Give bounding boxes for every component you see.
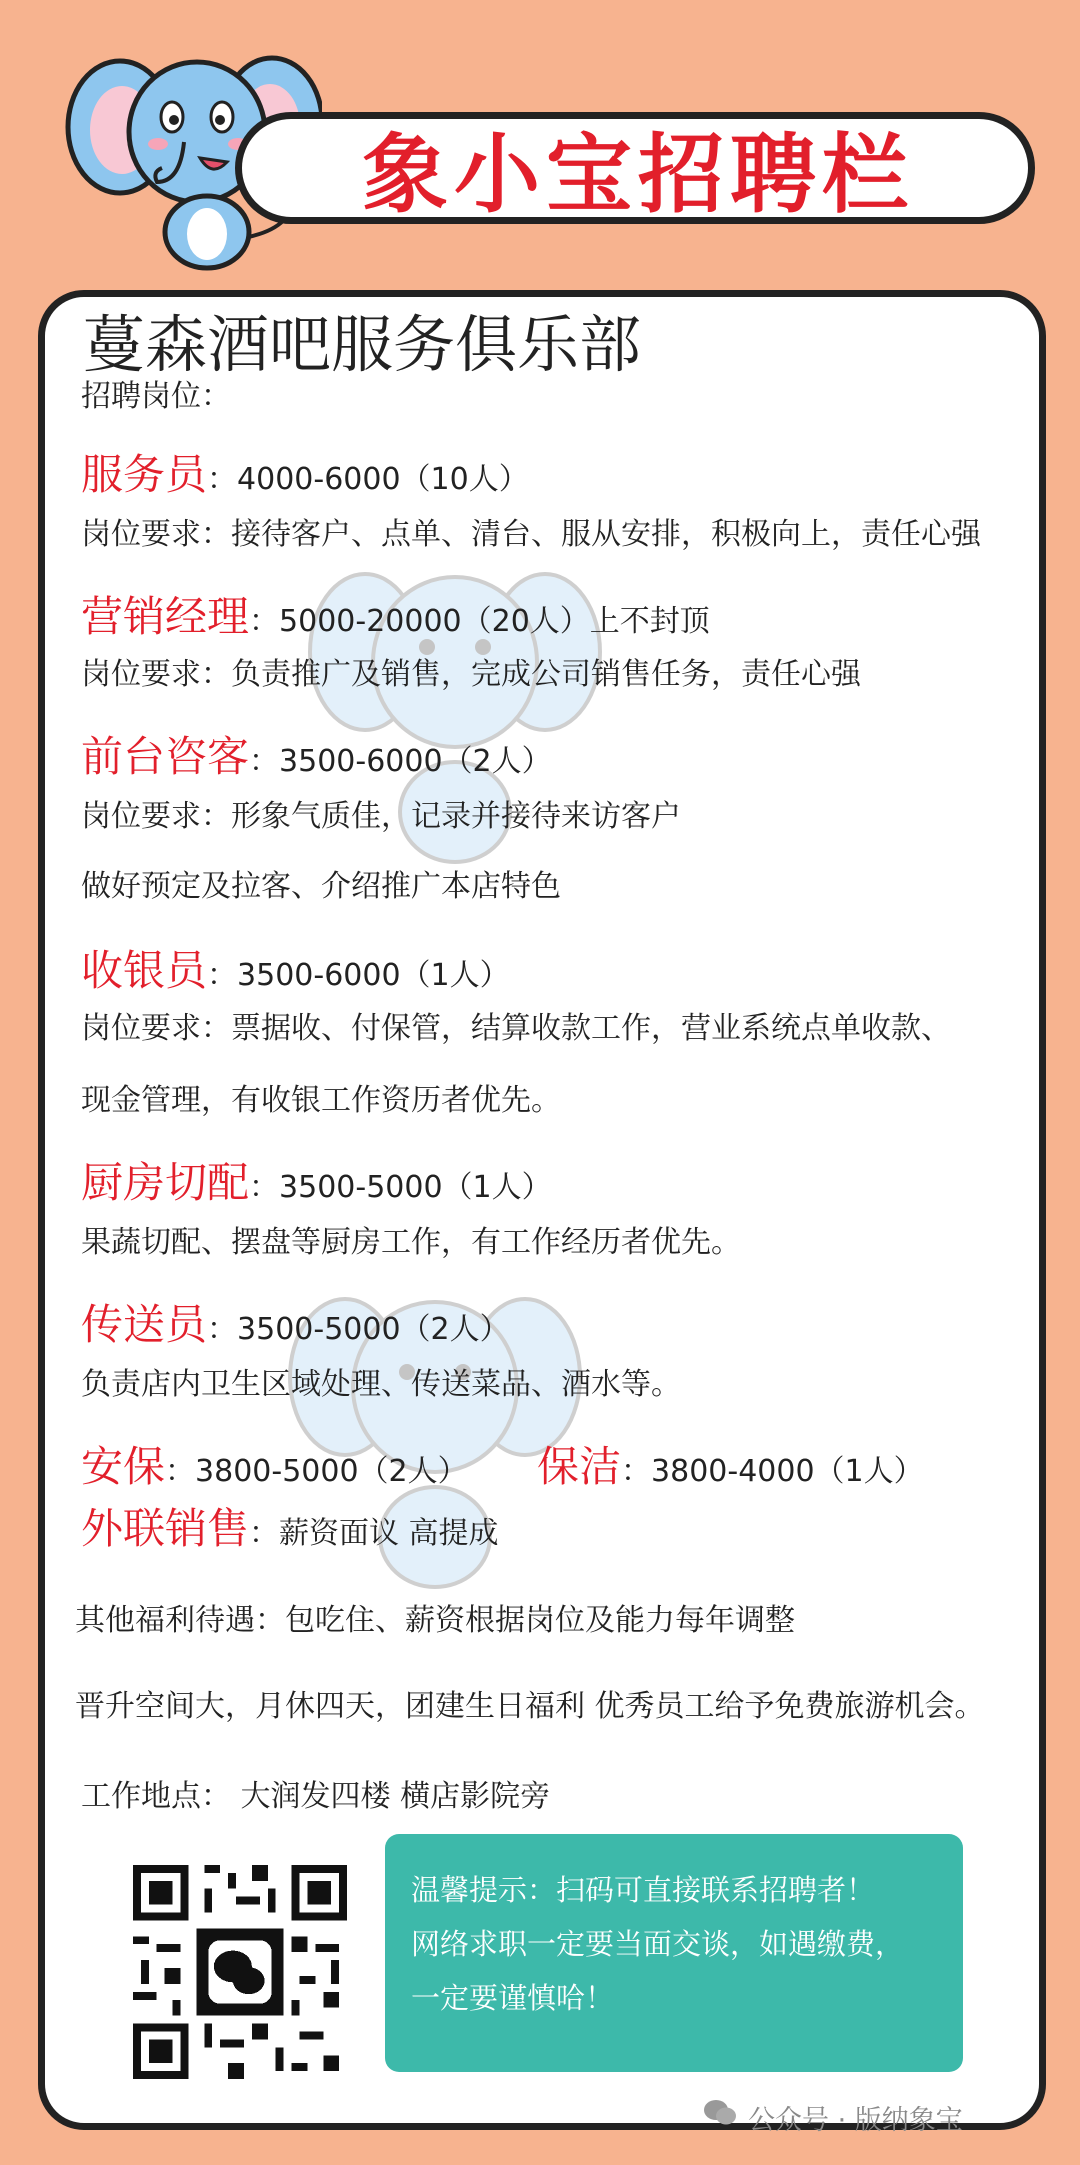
job-name: 保洁 [537,1442,622,1491]
job-requirement: 岗位要求：形象气质佳，记录并接待来访客户 [81,799,681,834]
job-card [38,290,1046,2130]
job-reception [81,729,552,794]
job-salary: ：薪资面议 高提成 [249,1516,499,1551]
job-name: 收银员 [81,946,208,995]
job-name: 外联销售 [81,1504,250,1553]
benefits-line: 晋升空间大，月休四天，团建生日福利 优秀员工给予免费旅游机会。 [75,1689,985,1724]
job-salary: ：3500-6000（1人） [207,958,510,993]
job-name: 前台咨客 [81,732,250,781]
job-requirement: 岗位要求：接待客户、点单、清台、服从安排，积极向上，责任心强 [81,517,981,552]
job-cashier [81,943,510,1008]
job-salary: ：3500-5000（1人） [249,1170,552,1205]
job-salary: ：3500-5000（2人） [207,1312,510,1347]
job-name: 服务员 [81,450,208,499]
tip-line: 网络求职一定要当面交谈，如遇缴费， [411,1927,905,1961]
work-location: 工作地点： 大润发四楼 横店影院旁 [81,1779,551,1814]
job-runner [81,1297,510,1362]
job-cleaner [537,1439,924,1504]
job-name: 传送员 [81,1300,208,1349]
qr-code-icon[interactable] [125,1857,355,2087]
job-requirement: 负责店内卫生区域处理、传送菜品、酒水等。 [81,1367,681,1402]
job-salary: ：3800-4000（1人） [621,1454,924,1489]
job-requirement: 果蔬切配、摆盘等厨房工作，有工作经历者优先。 [81,1225,741,1260]
job-requirement: 岗位要求：负责推广及销售，完成公司销售任务，责任心强 [81,657,861,692]
title-banner [235,112,1035,224]
job-outreach [81,1501,499,1566]
banner-title: 象小宝招聘栏 [362,125,914,225]
job-requirement: 现金管理，有收银工作资历者优先。 [81,1083,561,1118]
job-name: 厨房切配 [81,1158,250,1207]
job-requirement: 做好预定及拉客、介绍推广本店特色 [81,869,561,904]
benefits-line: 其他福利待遇：包吃住、薪资根据岗位及能力每年调整 [75,1603,795,1638]
job-name: 营销经理 [81,592,250,641]
job-security [81,1439,468,1504]
tip-line: 一定要谨慎哈！ [411,1981,615,2015]
positions-label: 招聘岗位： [81,379,231,414]
job-name: 安保 [81,1442,166,1491]
job-marketing [81,589,710,654]
tip-line: 温馨提示：扫码可直接联系招聘者！ [411,1873,876,1907]
job-salary: ：3800-5000（2人） [165,1454,468,1489]
job-kitchen [81,1155,552,1220]
job-requirement: 岗位要求：票据收、付保管，结算收款工作，营业系统点单收款、 [81,1011,951,1046]
tip-box [385,1834,963,2072]
job-salary: ：3500-6000（2人） [249,744,552,779]
wechat-icon [702,2098,740,2128]
footer-watermark: 公众号 · 版纳象宝 [748,2105,963,2136]
job-salary: ：5000-20000（20人）上不封顶 [249,604,710,639]
company-name: 蔓森酒吧服务俱乐部 [83,308,642,381]
job-salary: ：4000-6000（10人） [207,462,529,497]
job-waiter [81,447,529,512]
